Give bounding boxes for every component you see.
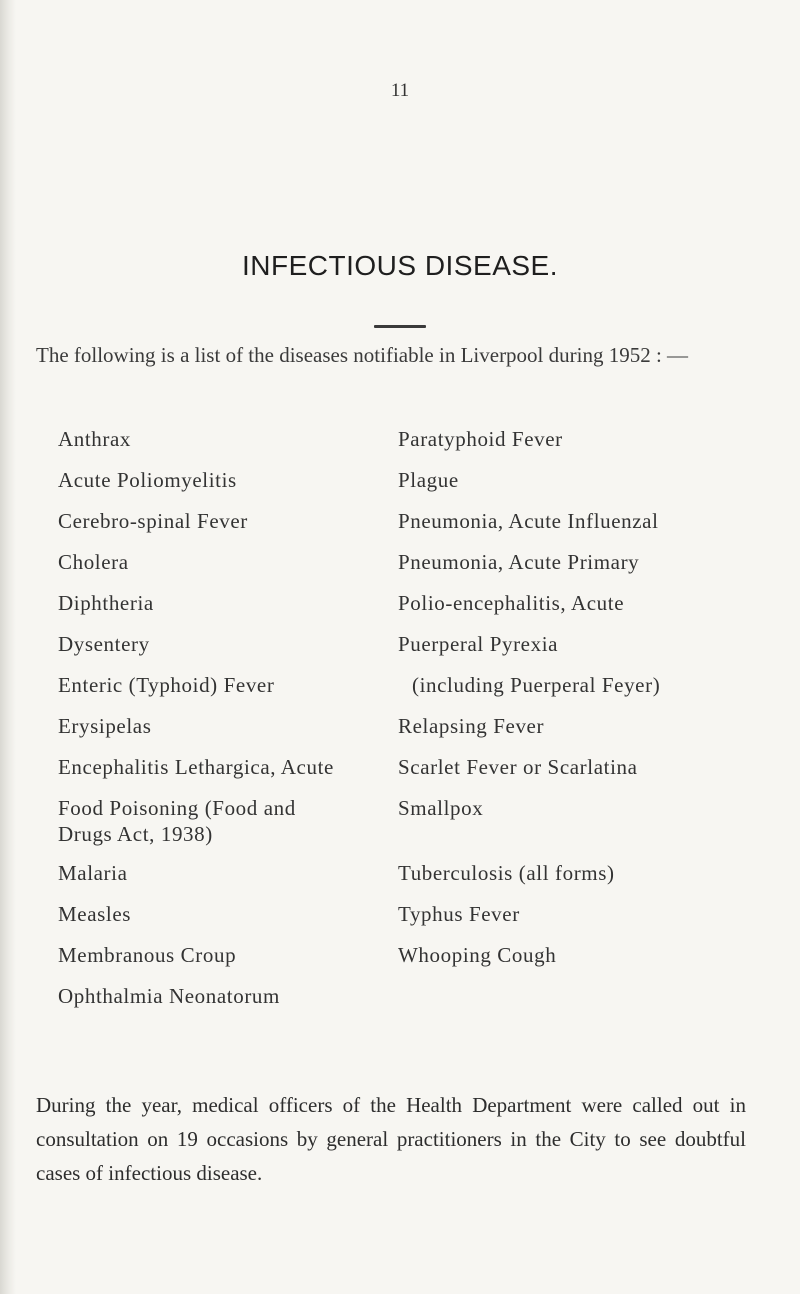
disease-left-item: Dysentery <box>58 632 150 656</box>
disease-right-item: Tuberculosis (all forms) <box>398 861 615 885</box>
page-title: INFECTIOUS DISEASE. <box>242 250 558 281</box>
disease-left-item: Anthrax <box>58 427 132 451</box>
disease-right-item: Relapsing Fever <box>398 714 545 738</box>
disease-left-item: Acute Poliomyelitis <box>58 468 237 492</box>
disease-right-item-continuation: (including Puerperal Feyer) <box>412 673 661 697</box>
disease-right-item: Paratyphoid Fever <box>398 427 563 451</box>
disease-left-item: Membranous Croup <box>58 943 237 967</box>
disease-left-item: Erysipelas <box>58 714 152 738</box>
disease-right-item: Typhus Fever <box>398 902 520 926</box>
disease-left-item: Enteric (Typhoid) Fever <box>58 673 275 697</box>
disease-right-item: Polio-encephalitis, Acute <box>398 591 625 615</box>
disease-right-item: Puerperal Pyrexia <box>398 632 559 656</box>
page-number: 11 <box>390 80 410 101</box>
disease-right-item: Pneumonia, Acute Primary <box>398 550 640 574</box>
disease-left-item: Cerebro-spinal Fever <box>58 509 248 533</box>
disease-right-item: Scarlet Fever or Scarlatina <box>398 755 638 779</box>
disease-left-item: Measles <box>58 902 132 926</box>
disease-left-item: Food Poisoning (Food and Drugs Act, 1938) <box>58 796 296 846</box>
disease-right-item: Whooping Cough <box>398 943 557 967</box>
intro-paragraph: The following is a list of the diseases notifiable in Liverpool during 1952 : — <box>36 343 689 367</box>
disease-right-item: Pneumonia, Acute Influenzal <box>398 509 659 533</box>
disease-left-item: Diphtheria <box>58 591 154 615</box>
disease-left-item: Malaria <box>58 861 128 885</box>
disease-right-item: Plague <box>398 468 459 492</box>
disease-left-item: Ophthalmia Neonatorum <box>58 984 280 1008</box>
disease-right-item: Smallpox <box>398 796 484 820</box>
disease-left-item: Cholera <box>58 550 129 574</box>
disease-left-item: Encephalitis Lethargica, Acute <box>58 755 334 779</box>
closing-paragraph: During the year, medical officers of the Health Department were called out in consultation on 19 occasions by general practitioners in the City to see doubtful cases of infectious disease. <box>36 1093 746 1185</box>
